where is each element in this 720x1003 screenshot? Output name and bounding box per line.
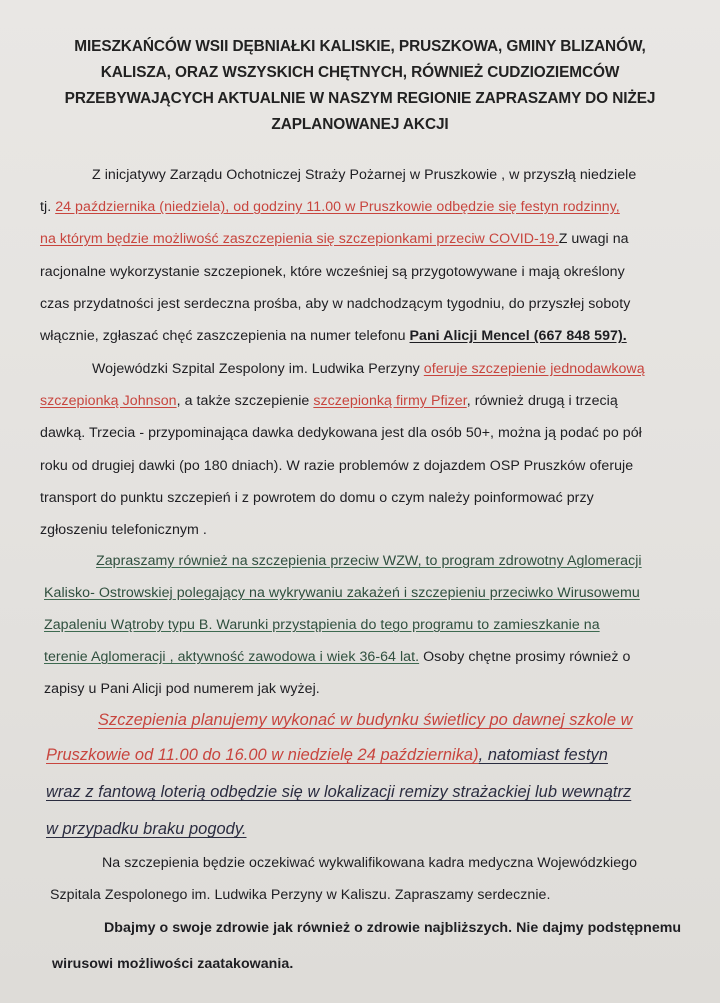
heading-line-1: MIESZKAŃCÓW WSII DĘBNIAŁKI KALISKIE, PRUSZKOWA, GMINY BLIZANÓW, — [74, 38, 646, 55]
covid-vaccination-text: na którym będzie możliwość zaszczepienia się szczepionkami przeciw COVID-19. — [40, 231, 559, 247]
festival-location-line-3: wraz z fantową loterią odbędzie się w lokalizacji remizy strażackiej lub wewnątrz — [46, 783, 632, 801]
wzw-program-line-3: Zapaleniu Wątroby typu B. Warunki przystąpienia do tego programu to zamieszkanie na — [44, 617, 600, 633]
p2-line-2-rest: , również drugą i trzecią — [466, 393, 618, 409]
heading-line-3: PRZEBYWAJĄCYCH AKTUALNIE W NASZYM REGIONIE ZAPRASZAMY DO NIŻEJ — [64, 90, 656, 107]
johnson-vaccine-text: szczepionką Johnson — [40, 393, 177, 409]
p1-line-6-text: włącznie, zgłaszać chęć zaszczepienia na numer telefonu — [40, 328, 410, 344]
p1-line-2-prefix: tj. — [40, 199, 56, 215]
p1-line-5: czas przydatności jest serdeczna prośba, aby w nadchodzącym tygodniu, do przyszłej soboty — [40, 296, 631, 312]
p1-line-6 — [40, 326, 627, 346]
p5-line-2: Szpitala Zespolonego im. Ludwika Perzyny w Kaliszu. Zapraszamy serdecznie. — [50, 887, 551, 903]
p2-line-3: dawką. Trzecia - przypominająca dawka dedykowana jest dla osób 50+, można ją podać po pół — [40, 425, 642, 441]
flyer-heading — [24, 34, 696, 138]
p1-line-4: racjonalne wykorzystanie szczepionek, które wcześniej są przygotowywane i mają określony — [40, 264, 625, 280]
festival-location-text: , natomiast festyn — [478, 746, 608, 764]
vaccination-time-text: Pruszkowie od 11.00 do 16.00 w niedzielę 24 października) — [46, 746, 479, 764]
festival-location-line-4: w przypadku braku pogody. — [46, 820, 247, 838]
closing-line-2: wirusowi możliwości zaatakowania. — [52, 956, 294, 972]
p2-line-1-text: Wojewódzki Szpital Zespolony im. Ludwika Perzyny — [92, 361, 424, 377]
p1-line-3 — [40, 229, 629, 249]
pfizer-vaccine-text: szczepionką firmy Pfizer — [313, 393, 467, 409]
wzw-program-line-2: Kalisko- Ostrowskiej polegający na wykrywaniu zakażeń i szczepieniu przeciwko Wirusowemu — [44, 585, 640, 601]
heading-line-4: ZAPLANOWANEJ AKCJI — [271, 116, 449, 133]
p1-line-2 — [40, 197, 620, 217]
p1-line-3-rest: Z uwagi na — [558, 231, 629, 247]
p2-line-1 — [92, 359, 645, 379]
p2-line-6: zgłoszeniu telefonicznym . — [40, 522, 207, 538]
vaccination-place-line-1: Szczepienia planujemy wykonać w budynku świetlicy po dawnej szkole w — [98, 711, 633, 729]
p3-line-5: zapisy u Pani Alicji pod numerem jak wyżej. — [44, 681, 320, 697]
p3-line-4 — [44, 647, 630, 667]
p2-line-2-text: , a także szczepienie — [176, 393, 314, 409]
p2-line-2 — [40, 391, 618, 411]
vaccination-place-line-2 — [46, 745, 608, 766]
festival-date-text: 24 października (niedziela), od godziny 11.00 w Pruszkowie odbędzie się festyn rodzinny, — [55, 199, 620, 215]
p2-line-4: roku od drugiej dawki (po 180 dniach). W razie problemów z dojazdem OSP Pruszków oferuje — [40, 458, 634, 474]
johnson-offer-text: oferuje szczepienie jednodawkową — [423, 361, 645, 377]
p2-line-5: transport do punktu szczepień i z powrotem do domu o czym należy poinformować przy — [40, 490, 594, 506]
wzw-program-line-1: Zapraszamy również na szczepienia przeciw WZW, to program zdrowotny Aglomeracji — [96, 553, 642, 569]
wzw-conditions-text: terenie Aglomeracji , aktywność zawodowa i wiek 36-64 lat. — [44, 649, 420, 665]
heading-line-2: KALISZA, ORAZ WSZYSKICH CHĘTNYCH, RÓWNIEŻ CUDZIOZIEMCÓW — [100, 64, 620, 81]
p5-line-1: Na szczepienia będzie oczekiwać wykwalifikowana kadra medyczna Wojewódzkiego — [102, 855, 638, 871]
p3-line-4-rest: Osoby chętne prosimy również o — [419, 649, 631, 665]
contact-phone: Pani Alicji Mencel (667 848 597). — [409, 328, 627, 344]
closing-line-1: Dbajmy o swoje zdrowie jak również o zdrowie najbliższych. Nie dajmy podstępnemu — [104, 920, 682, 936]
p1-line-1: Z inicjatywy Zarządu Ochotniczej Straży Pożarnej w Pruszkowie , w przyszłą niedziele — [92, 167, 637, 183]
